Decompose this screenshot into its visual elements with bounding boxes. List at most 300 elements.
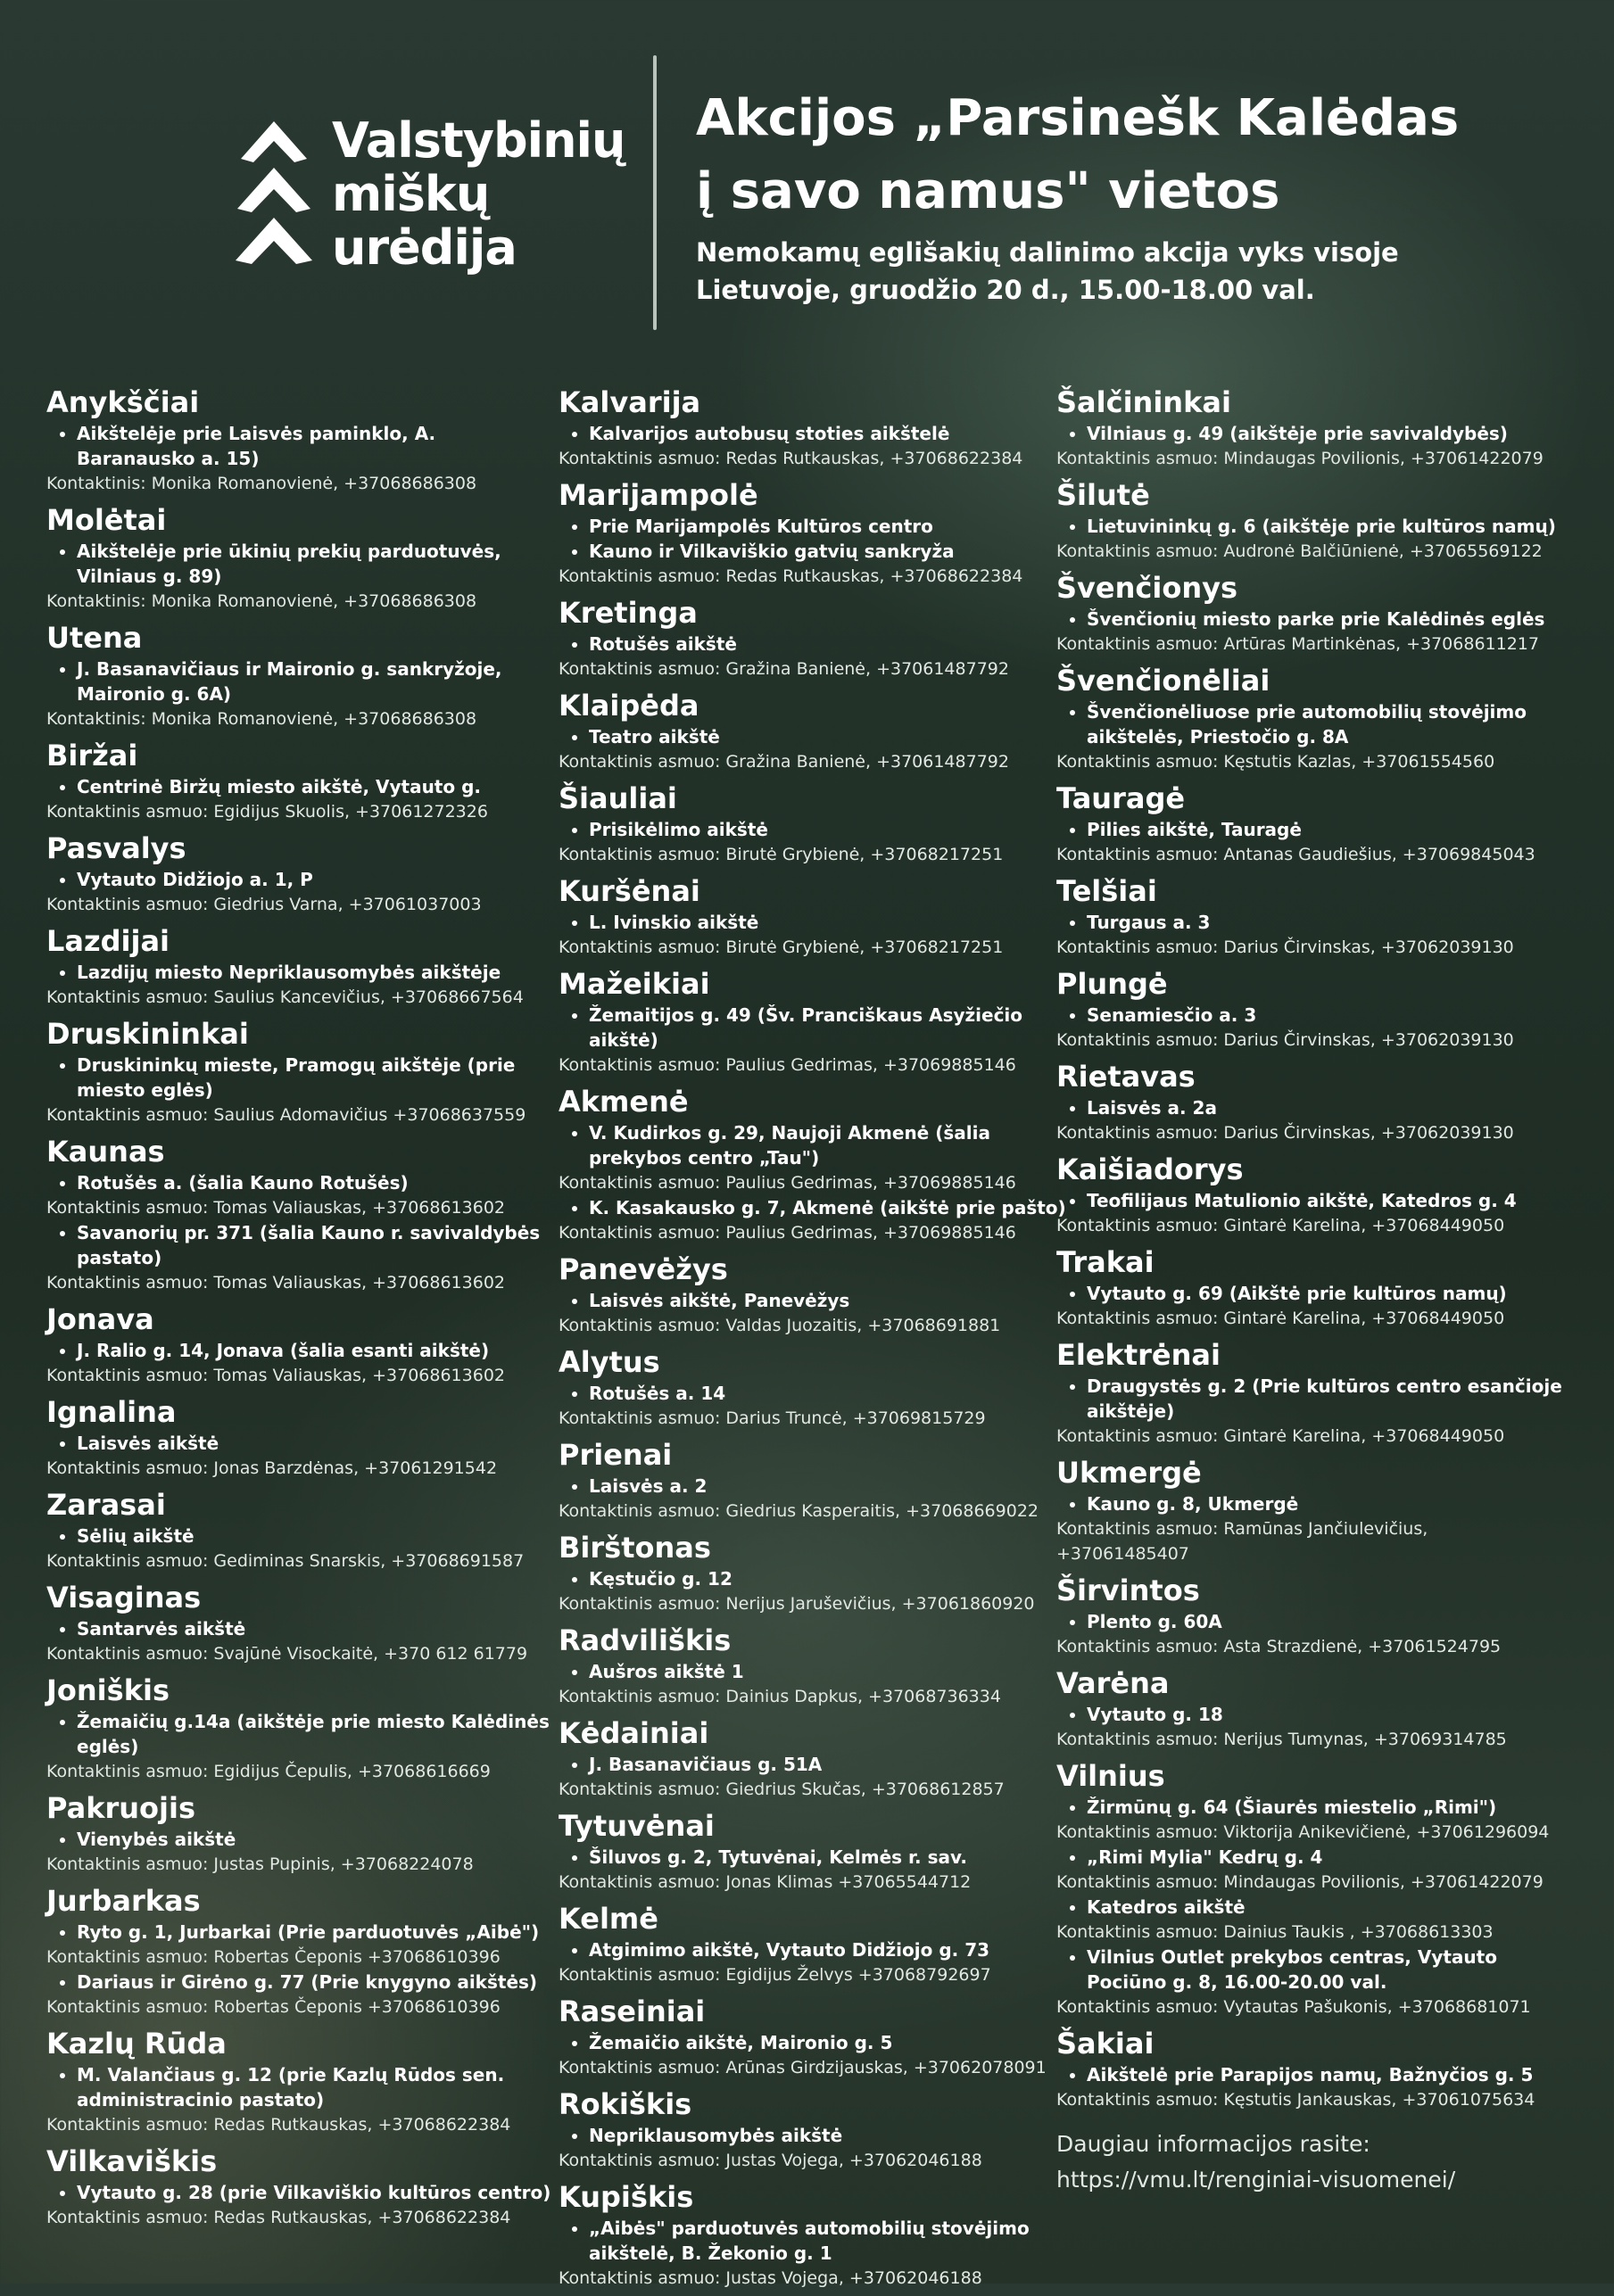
city-name: Panevėžys [559,1252,728,1286]
location-section [1056,1243,1565,1331]
place-list [46,1053,555,1103]
city-name: Tytuvėnai [559,1809,715,1843]
title-line: Akcijos „Parsinešk Kalėdas [696,89,1460,147]
contact-person: Kontaktinis asmuo: Valdas Juozaitis, +37068691881 [559,1316,1001,1335]
contact-person: Kontaktinis asmuo: Ramūnas Jančiulevičius, +37061485407 [1056,1519,1428,1564]
place-item: • Teatro aikštė [589,724,1067,749]
logo [234,112,625,276]
place-list [559,817,1067,842]
place-item: • Sėlių aikštė [77,1524,555,1549]
location-section [46,619,555,731]
location-section [1056,476,1565,564]
contact-person: Kontaktinis: Monika Romanovienė, +37068686308 [46,709,477,729]
locations-column-2 [559,384,1067,2296]
contact-person: Kontaktinis asmuo: Paulius Gedrimas, +37069885146 [559,1055,1016,1075]
contact-person: Kontaktinis asmuo: Kęstutis Kazlas, +37061554560 [1056,752,1495,772]
city-name: Klaipėda [559,689,699,723]
location-section [559,1343,1067,1431]
place-list [559,1659,1067,1684]
place-list [559,1937,1067,1962]
contact-person: Kontaktinis asmuo: Egidijus Želvys +37068792697 [559,1965,991,1985]
place-item: • Santarvės aikštė [77,1616,555,1641]
location-section [1056,1058,1565,1145]
contact-person: Kontaktinis asmuo: Viktorija Anikevičienė, +37061296094 [1056,1822,1550,1842]
place-item: • Savanorių pr. 371 (šalia Kauno r. savivaldybės pastato) [77,1220,555,1270]
location-section [1056,384,1565,471]
place-item: • Vytauto g. 69 (Aikštė prie kultūros namų) [1087,1281,1565,1306]
place-list [46,1220,555,1270]
location-section [46,1672,555,1784]
city-name: Anykščiai [46,385,200,419]
city-name: Rietavas [1056,1060,1196,1094]
place-item: • Aikštelėje prie ūkinių prekių parduotuvės, Vilniaus g. 89) [77,539,555,589]
place-list [46,539,555,589]
city-name: Mažeikiai [559,967,710,1001]
place-list [559,1381,1067,1406]
city-name: Elektrėnai [1056,1338,1221,1372]
place-list [1056,1795,1565,1820]
location-section [46,384,555,496]
place-list [46,867,555,892]
city-name: Trakai [1056,1245,1155,1279]
location-section [559,1436,1067,1524]
place-item: • Vilnius Outlet prekybos centras, Vytauto Pociūno g. 8, 16.00-20.00 val. [1087,1945,1565,1995]
city-name: Šakiai [1056,2027,1155,2061]
contact-person: Kontaktinis asmuo: Birutė Grybienė, +37068217251 [559,845,1004,864]
place-list [46,2180,555,2205]
contact-person: Kontaktinis asmuo: Tomas Valiauskas, +37068613602 [46,1273,506,1293]
place-item: • Katedros aikštė [1087,1895,1565,1920]
contact-person: Kontaktinis asmuo: Asta Strazdienė, +37061524795 [1056,1637,1502,1656]
place-item: • M. Valančiaus g. 12 (prie Kazlų Rūdos sen. administracinio pastato) [77,2062,555,2112]
contact-person: Kontaktinis asmuo: Justas Vojega, +37062046188 [559,2151,982,2170]
city-name: Akmenė [559,1085,689,1119]
city-name: Joniškis [46,1673,170,1707]
city-name: Vilkaviškis [46,2144,218,2178]
logo-line: urėdija [332,219,517,276]
place-list [1056,817,1565,842]
place-list [46,1827,555,1852]
place-item: • Laisvės aikštė [77,1431,555,1456]
contact-person: Kontaktinis asmuo: Redas Rutkauskas, +37068622384 [559,449,1023,468]
place-list [1056,1281,1565,1306]
place-item: • Vytauto g. 28 (prie Vilkaviškio kultūros centro) [77,2180,555,2205]
city-name: Švenčionys [1056,571,1237,605]
place-item: • Laisvės a. 2 [589,1474,1067,1499]
place-list [1056,699,1565,749]
contact-person: Kontaktinis asmuo: Robertas Čeponis +37068610396 [46,1997,501,2017]
place-list [1056,2062,1565,2087]
location-section [559,872,1067,960]
place-item: • Žemaičių g.14a (aikštėje prie miesto Kalėdinės eglės) [77,1709,555,1759]
place-item: • Kęstučio g. 12 [589,1566,1067,1591]
location-section [46,1393,555,1481]
city-name: Kelmė [559,1902,658,1936]
contact-person: Kontaktinis asmuo: Mindaugas Povilionis, +37061422079 [1056,1872,1544,1892]
place-item: • J. Basanavičiaus g. 51A [589,1752,1067,1777]
city-name: Pasvalys [46,831,186,865]
place-item: • Žemaitijos g. 49 (Šv. Pranciškaus Asyžiečio aikštė) [589,1003,1067,1053]
city-name: Visaginas [46,1581,202,1615]
column-3-list [1056,384,1565,2112]
location-section [46,1301,555,1388]
place-item: • J. Basanavičiaus ir Maironio g. sankryžoje, Maironio g. 6A) [77,657,555,706]
contact-person: Kontaktinis asmuo: Gediminas Snarskis, +37068691587 [46,1551,525,1571]
place-list [1056,1945,1565,1995]
city-name: Druskininkai [46,1017,249,1051]
page-subtitle [696,234,1399,309]
contact-person: Kontaktinis asmuo: Nerijus Tumynas, +37069314785 [1056,1730,1507,1749]
place-item: • Vienybės aikštė [77,1827,555,1852]
place-item: • Aikštelėje prie Laisvės paminklo, A. Baranausko a. 15) [77,421,555,471]
place-list [559,724,1067,749]
contact-person: Kontaktinis asmuo: Antanas Gaudiešius, +37069845043 [1056,845,1535,864]
city-name: Kupiškis [559,2180,694,2214]
place-item: • Aikštelė prie Parapijos namų, Bažnyčios g. 5 [1087,2062,1565,2087]
place-list [1056,1702,1565,1727]
contact-person: Kontaktinis asmuo: Artūras Martinkėnas, +37068611217 [1056,634,1539,654]
place-item: • Lazdijų miesto Nepriklausomybės aikštėje [77,960,555,985]
contact-person: Kontaktinis asmuo: Tomas Valiauskas, +37068613602 [46,1366,506,1385]
place-item: • V. Kudirkos g. 29, Naujoji Akmenė (šalia prekybos centro „Tau") [589,1120,1067,1170]
location-section [559,476,1067,589]
place-item: • Prie Marijampolės Kultūros centro [589,514,1067,539]
location-section [46,501,555,614]
contact-person: Kontaktinis asmuo: Justas Pupinis, +37068224078 [46,1854,474,1874]
location-section [559,384,1067,471]
location-section [559,2178,1067,2291]
place-item: • Žirmūnų g. 64 (Šiaurės miestelio „Rimi") [1087,1795,1565,1820]
contact-person: Kontaktinis asmuo: Darius Čirvinskas, +37062039130 [1056,1030,1514,1050]
contact-person: Kontaktinis asmuo: Saulius Kancevičius, +37068667564 [46,987,524,1007]
place-list [1056,1895,1565,1920]
place-list [1056,1609,1565,1634]
city-name: Ukmergė [1056,1456,1202,1490]
logo-text [332,114,625,275]
location-section [1056,662,1565,774]
place-list [1056,514,1565,539]
location-section [1056,1336,1565,1449]
place-list [559,1566,1067,1591]
place-item: • Rotušės a. (šalia Kauno Rotušės) [77,1170,555,1195]
location-section [1056,1757,1565,2019]
page-title [696,82,1459,228]
place-list [46,657,555,706]
location-section [559,780,1067,867]
city-name: Vilnius [1056,1759,1165,1793]
place-list [559,2216,1067,2266]
contact-person: Kontaktinis asmuo: Redas Rutkauskas, +37068622384 [46,2208,511,2227]
contact-person: Kontaktinis asmuo: Kęstutis Jankauskas, +37061075634 [1056,2090,1535,2110]
place-list [46,1970,555,1995]
contact-person: Kontaktinis asmuo: Birutė Grybienė, +37068217251 [559,937,1004,957]
contact-person: Kontaktinis asmuo: Jonas Klimas +37065544712 [559,1872,972,1892]
place-item: • Švenčionių miesto parke prie Kalėdinės eglės [1087,607,1565,632]
city-name: Birštonas [559,1531,711,1565]
city-name: Pakruojis [46,1791,195,1825]
place-item: • Centrinė Biržų miesto aikštė, Vytauto g. [77,774,555,799]
place-list [559,632,1067,657]
location-section [559,687,1067,774]
city-name: Lazdijai [46,924,170,958]
place-list [559,2123,1067,2148]
contact-person: Kontaktinis asmuo: Gražina Banienė, +37061487792 [559,659,1009,679]
place-list [559,1120,1067,1170]
place-list [559,421,1067,446]
contact-person: Kontaktinis asmuo: Tomas Valiauskas, +37068613602 [46,1198,506,1218]
location-section [1056,872,1565,960]
place-list [46,1338,555,1363]
place-item: • Dariaus ir Girėno g. 77 (Prie knygyno aikštės) [77,1970,555,1995]
place-list [46,421,555,471]
city-name: Tauragė [1056,781,1186,815]
place-list [559,1474,1067,1499]
location-section [46,2143,555,2230]
city-name: Alytus [559,1345,660,1379]
contact-person: Kontaktinis asmuo: Nerijus Jaruševičius, +37061860920 [559,1594,1035,1614]
more-info [1056,2127,1565,2198]
place-item: • Ryto g. 1, Jurbarkai (Prie parduotuvės „Aibė") [77,1920,555,1945]
location-section [1056,569,1565,657]
place-list [559,1003,1067,1053]
city-name: Kuršėnai [559,874,700,908]
city-name: Šalčininkai [1056,385,1231,419]
city-name: Radviliškis [559,1623,732,1657]
place-item: • L. Ivinskio aikštė [589,910,1067,935]
place-list [559,910,1067,935]
contact-person: Kontaktinis asmuo: Vytautas Pašukonis, +37068681071 [1056,1997,1531,2017]
location-section [1056,1151,1565,1238]
city-name: Molėtai [46,503,167,537]
contact-person: Kontaktinis asmuo: Paulius Gedrimas, +37069885146 [559,1223,1016,1243]
place-list [46,1431,555,1456]
contact-person: Kontaktinis: Monika Romanovienė, +37068686308 [46,591,477,611]
city-name: Utena [46,621,143,655]
place-item: • Nepriklausomybės aikštė [589,2123,1067,2148]
place-list [1056,1374,1565,1424]
header [0,0,1614,357]
city-name: Telšiai [1056,874,1157,908]
contact-person: Kontaktinis asmuo: Giedrius Varna, +37061037003 [46,895,482,914]
contact-person: Kontaktinis asmuo: Egidijus Skuolis, +37061272326 [46,802,488,822]
place-list [46,1616,555,1641]
location-section [46,1015,555,1127]
city-name: Rokiškis [559,2087,692,2121]
city-name: Biržai [46,739,138,772]
contact-person: Kontaktinis asmuo: Dainius Taukis , +37068613303 [1056,1922,1494,1942]
location-section [559,2085,1067,2173]
contact-person: Kontaktinis asmuo: Gintarė Karelina, +37068449050 [1056,1309,1505,1328]
location-section [559,1529,1067,1616]
location-section [559,965,1067,1078]
place-item: • Aušros aikštė 1 [589,1659,1067,1684]
place-list [46,1709,555,1759]
city-name: Šiauliai [559,781,677,815]
city-name: Šilutė [1056,478,1150,512]
more-info-link[interactable]: https://vmu.lt/renginiai-visuomenei/ [1056,2167,1456,2193]
place-list [559,1845,1067,1870]
contact-person: Kontaktinis asmuo: Redas Rutkauskas, +37068622384 [46,2115,511,2135]
city-name: Raseiniai [559,1995,706,2028]
locations-column-1 [46,384,555,2235]
place-list [1056,1003,1565,1028]
city-name: Jonava [46,1302,154,1336]
city-name: Švenčionėliai [1056,664,1271,698]
place-item: • Vytauto Didžiojo a. 1, P [77,867,555,892]
location-section [559,1993,1067,2080]
contact-person: Kontaktinis asmuo: Svajūnė Visockaitė, +370 612 61779 [46,1644,528,1664]
contact-person: Kontaktinis asmuo: Justas Vojega, +37062046188 [559,2268,982,2288]
contact-person: Kontaktinis asmuo: Mindaugas Povilionis, +37061422079 [1056,449,1544,468]
location-section [46,830,555,917]
place-list [1056,1188,1565,1213]
city-name: Ignalina [46,1395,177,1429]
place-list [46,1524,555,1549]
place-item: • Kalvarijos autobusų stoties aikštelė [589,421,1067,446]
location-section [46,1579,555,1666]
place-list [559,1195,1067,1220]
city-name: Kalvarija [559,385,701,419]
location-section [559,1083,1067,1245]
city-name: Varėna [1056,1666,1170,1700]
place-list [559,2030,1067,2055]
contact-person: Kontaktinis asmuo: Giedrius Skučas, +37068612857 [559,1780,1005,1799]
locations-column-3 [1056,384,1565,2198]
place-item: • K. Kasakausko g. 7, Akmenė (aikštė prie pašto) [589,1195,1067,1220]
place-list [46,2062,555,2112]
subtitle-line: Nemokamų eglišakių dalinimo akcija vyks visoje [696,237,1399,268]
place-item: • J. Ralio g. 14, Jonava (šalia esanti aikštė) [77,1338,555,1363]
subtitle-line: Lietuvoje, gruodžio 20 d., 15.00-18.00 val. [696,275,1315,305]
contact-person: Kontaktinis asmuo: Arūnas Girdzijauskas, +37062078091 [559,2058,1047,2077]
place-list [46,1170,555,1195]
contact-person: Kontaktinis: Monika Romanovienė, +37068686308 [46,474,477,493]
location-section [1056,1454,1565,1566]
city-name: Jurbarkas [46,1884,201,1918]
city-name: Kaišiadorys [1056,1152,1244,1186]
location-section [559,1714,1067,1802]
place-item: • Rotušės a. 14 [589,1381,1067,1406]
place-item: • Laisvės aikštė, Panevėžys [589,1288,1067,1313]
contact-person: Kontaktinis asmuo: Audronė Balčiūnienė, +37065569122 [1056,541,1543,561]
place-list [1056,1095,1565,1120]
place-item: • Druskininkų mieste, Pramogų aikštėje (prie miesto eglės) [77,1053,555,1103]
location-section [1056,1572,1565,1659]
place-item: • Rotušės aikštė [589,632,1067,657]
place-item: • Atgimimo aikštė, Vytauto Didžiojo g. 73 [589,1937,1067,1962]
contact-person: Kontaktinis asmuo: Darius Truncė, +37069815729 [559,1408,986,1428]
location-section [46,922,555,1010]
city-name: Prienai [559,1438,673,1472]
contact-person: Kontaktinis asmuo: Gintarė Karelina, +37068449050 [1056,1426,1505,1446]
contact-person: Kontaktinis asmuo: Darius Čirvinskas, +37062039130 [1056,937,1514,957]
place-item: • Teofilijaus Matulionio aikštė, Katedros g. 4 [1087,1188,1565,1213]
city-name: Širvintos [1056,1573,1200,1607]
place-item: • Švenčionėliuose prie automobilių stovėjimo aikštelės, Priestočio g. 8A [1087,699,1565,749]
place-item: • Turgaus a. 3 [1087,910,1565,935]
place-list [46,1920,555,1945]
place-item: • Lietuvininkų g. 6 (aikštėje prie kultūros namų) [1087,514,1565,539]
place-item: • Laisvės a. 2a [1087,1095,1565,1120]
place-item: • Vytauto g. 18 [1087,1702,1565,1727]
place-item: • „Rimi Mylia" Kedrų g. 4 [1087,1845,1565,1870]
city-name: Zarasai [46,1488,166,1522]
contact-person: Kontaktinis asmuo: Saulius Adomavičius +37068637559 [46,1105,526,1125]
place-list [559,1752,1067,1777]
location-section [559,1622,1067,1709]
city-name: Plungė [1056,967,1168,1001]
place-item: • Pilies aikštė, Tauragė [1087,817,1565,842]
location-section [46,2025,555,2137]
contact-person: Kontaktinis asmuo: Darius Čirvinskas, +37062039130 [1056,1123,1514,1143]
location-section [46,1882,555,2019]
contact-person: Kontaktinis asmuo: Paulius Gedrimas, +37069885146 [559,1173,1016,1193]
place-list [1056,607,1565,632]
place-item: • Senamiesčio a. 3 [1087,1003,1565,1028]
contact-person: Kontaktinis asmuo: Jonas Barzdėnas, +37061291542 [46,1458,498,1478]
place-list [1056,910,1565,935]
contact-person: Kontaktinis asmuo: Egidijus Čepulis, +37068616669 [46,1762,491,1781]
place-item: • Draugystės g. 2 (Prie kultūros centro esančioje aikštėje) [1087,1374,1565,1424]
city-name: Marijampolė [559,478,758,512]
header-divider [653,55,657,330]
location-section [46,1486,555,1573]
contact-person: Kontaktinis asmuo: Gražina Banienė, +37061487792 [559,752,1009,772]
tree-logo-icon [234,116,314,266]
location-section [559,1900,1067,1987]
location-section [46,737,555,824]
logo-line: Valstybinių [332,112,625,169]
location-section [46,1133,555,1295]
more-info-text: Daugiau informacijos rasite: [1056,2131,1370,2157]
place-item: • Kauno ir Vilkaviškio gatvių sankryža [589,539,1067,564]
title-line: į savo namus" vietos [696,162,1280,220]
place-list [1056,1491,1565,1516]
location-section [1056,965,1565,1053]
place-item: • Žemaičio aikštė, Maironio g. 5 [589,2030,1067,2055]
city-name: Kėdainiai [559,1716,709,1750]
location-section [1056,2025,1565,2112]
contact-person: Kontaktinis asmuo: Dainius Dapkus, +37068736334 [559,1687,1001,1706]
place-item: • Kauno g. 8, Ukmergė [1087,1491,1565,1516]
location-section [559,1251,1067,1338]
location-section [46,1789,555,1877]
place-item: • Šiluvos g. 2, Tytuvėnai, Kelmės r. sav. [589,1845,1067,1870]
logo-line: miškų [332,166,490,222]
place-item: • Vilniaus g. 49 (aikštėje prie savivaldybės) [1087,421,1565,446]
place-list [46,774,555,799]
place-item: • Plento g. 60A [1087,1609,1565,1634]
contact-person: Kontaktinis asmuo: Redas Rutkauskas, +37068622384 [559,566,1023,586]
city-name: Kazlų Rūda [46,2027,227,2061]
location-section [559,1807,1067,1895]
location-section [559,594,1067,681]
place-list [1056,421,1565,446]
city-name: Kaunas [46,1135,165,1169]
place-list [559,514,1067,564]
location-section [1056,780,1565,867]
contact-person: Kontaktinis asmuo: Gintarė Karelina, +37068449050 [1056,1216,1505,1235]
place-item: • „Aibės" parduotuvės automobilių stovėjimo aikštelė, B. Žekonio g. 1 [589,2216,1067,2266]
place-list [559,1288,1067,1313]
place-list [46,960,555,985]
contact-person: Kontaktinis asmuo: Robertas Čeponis +37068610396 [46,1947,501,1967]
contact-person: Kontaktinis asmuo: Giedrius Kasperaitis, +37068669022 [559,1501,1039,1521]
city-name: Kretinga [559,596,698,630]
location-section [1056,1664,1565,1752]
place-list [1056,1845,1565,1870]
place-item: • Prisikėlimo aikštė [589,817,1067,842]
